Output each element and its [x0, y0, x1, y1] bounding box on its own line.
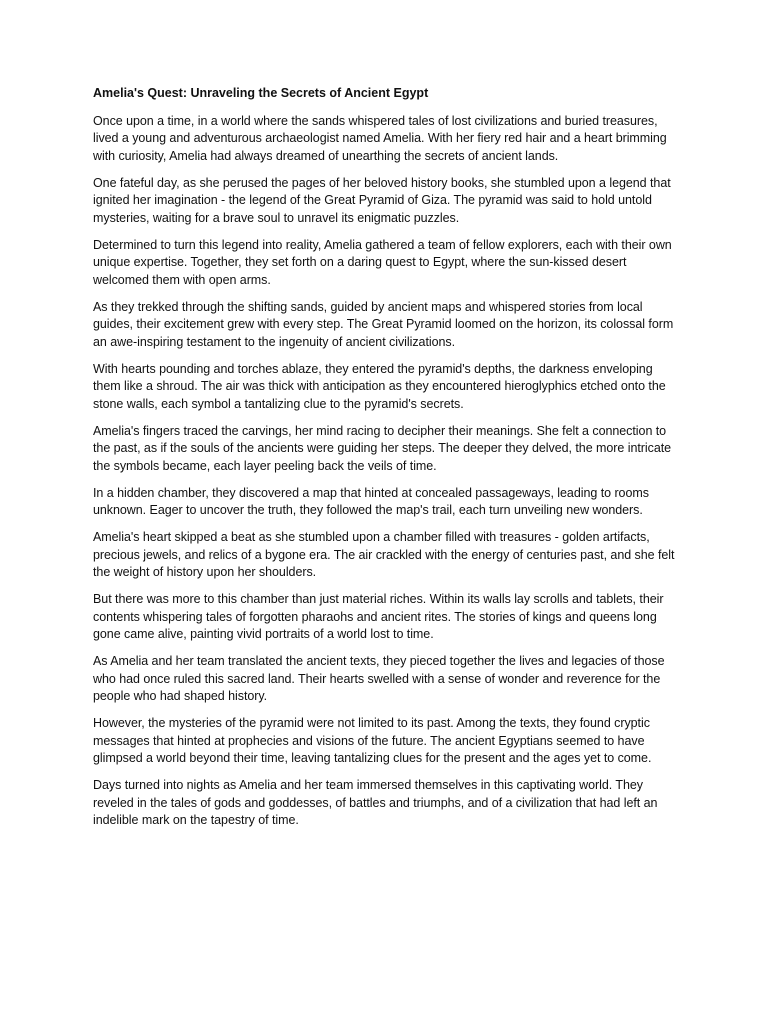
paragraph-12: Days turned into nights as Amelia and her team immersed themselves in this captivating world. They reveled in the tales of gods and goddesses, of battles and triumphs, and of a civilization that had left an indelible mark on the tapestry of time.: [93, 778, 658, 827]
document-page: [93, 85, 677, 839]
paragraph-2: One fateful day, as she perused the pages of her beloved history books, she stumbled upon a legend that ignited her imagination - the legend of the Great Pyramid of Giza. The pyramid was said to hold untold mysteries, waiting for a brave soul to unravel its enigmatic puzzles.: [93, 175, 671, 225]
paragraph-3: Determined to turn this legend into reality, Amelia gathered a team of fellow explorers, each with their own unique expertise. Together, they set forth on a daring quest to Egypt, where the sun-kissed desert welcomed them with open arms.: [93, 237, 672, 287]
paragraph-10: As Amelia and her team translated the ancient texts, they pieced together the lives and legacies of those who had once ruled this sacred land. Their hearts swelled with a sense of wonder and reverence for the people who had shaped history.: [93, 654, 665, 703]
paragraph-8: Amelia's heart skipped a beat as she stumbled upon a chamber filled with treasures - golden artifacts, precious jewels, and relics of a bygone era. The air crackled with the energy of centuries past, and she felt the weight of history upon her shoulders.: [93, 530, 675, 579]
paragraph-7: In a hidden chamber, they discovered a map that hinted at concealed passageways, leading to rooms unknown. Eager to uncover the truth, they followed the map's trail, each turn unveiling new wonders.: [93, 485, 649, 517]
paragraph-5: With hearts pounding and torches ablaze, they entered the pyramid's depths, the darkness enveloping them like a shroud. The air was thick with anticipation as they encountered hieroglyphics etched onto the stone walls, each symbol a tantalizing clue to the pyramid's secrets.: [93, 361, 666, 411]
paragraph-4: As they trekked through the shifting sands, guided by ancient maps and whispered stories from local guides, their excitement grew with every step. The Great Pyramid loomed on the horizon, its colossal form an awe-inspiring testament to the ingenuity of ancient civilizations.: [93, 299, 674, 349]
paragraph-6: Amelia's fingers traced the carvings, her mind racing to decipher their meanings. She felt a connection to the past, as if the souls of the ancients were guiding her steps. The deeper they delved, the more intricate the symbols became, each layer peeling back the veils of time.: [93, 423, 672, 473]
paragraph-9: But there was more to this chamber than just material riches. Within its walls lay scrolls and tablets, their contents whispering tales of forgotten pharaohs and ancient rites. The stories of kings and queens long gone came alive, painting vivid portraits of a world lost to time.: [93, 592, 664, 641]
document-title: Amelia's Quest: Unraveling the Secrets of Ancient Egypt: [93, 86, 429, 100]
paragraph-1: Once upon a time, in a world where the sands whispered tales of lost civilizations and buried treasures, lived a young and adventurous archaeologist named Amelia. With her fiery red hair and a heart brimming with curiosity, Amelia had always dreamed of unearthing the secrets of ancient lands.: [93, 113, 667, 163]
paragraph-11: However, the mysteries of the pyramid were not limited to its past. Among the texts, they found cryptic messages that hinted at prophecies and visions of the future. The ancient Egyptians seemed to have glimpsed a world beyond their time, leaving tantalizing clues for the present and the ages yet to come.: [93, 716, 652, 765]
